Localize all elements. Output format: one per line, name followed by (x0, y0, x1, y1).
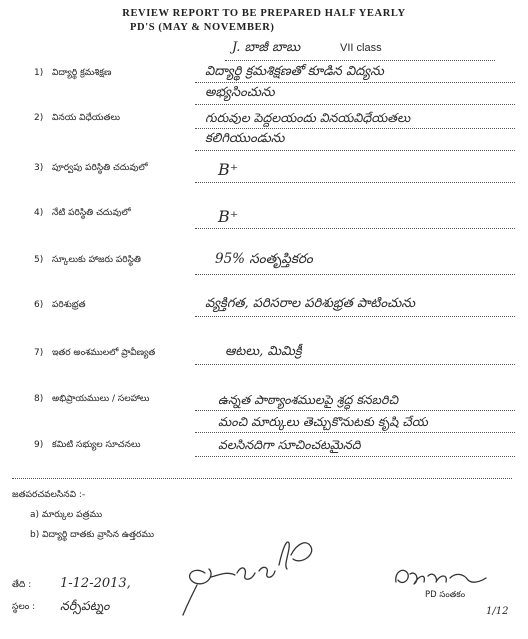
item-5-label: 5) స్కూలుకు హాజరు పరిస్థితి (34, 255, 141, 265)
place-label: స్థలం : (12, 602, 36, 612)
attachment-letter: b) విద్యార్థి దాతకు వ్రాసిన ఉత్తరము (30, 530, 155, 540)
handwritten-signature (175, 525, 335, 620)
item-1-answer-line-2: అభ్యసించును (205, 85, 275, 100)
date-label: తేది : (12, 580, 32, 590)
item-2-dots-1 (195, 128, 515, 129)
item-3-answer: B⁺ (218, 160, 239, 179)
item-8-label: 8) అభిప్రాయములు / సలహాలు (34, 394, 150, 404)
item-8-answer-line-1: ఉన్నత పాఠ్యాంశములపై శ్రద్ధ కనబరిచి (218, 392, 399, 407)
place-value: నర్సీపట్నం (60, 598, 110, 613)
item-9-dots-1 (195, 456, 515, 457)
item-4-answer: B⁺ (218, 207, 239, 226)
item-8-dots-1 (195, 410, 515, 411)
item-2-label: 2) వినయ విధేయతలు (34, 113, 120, 123)
item-3-dots (195, 182, 515, 183)
item-7-label: 7) ఇతర అంశములలో ప్రావీణ్యత (34, 348, 156, 358)
item-7-dots (195, 364, 515, 365)
pd-signature-date: 1/12 (486, 606, 509, 617)
item-1-answer-line-1: విద్యార్థి క్రమశిక్షణతో కూడిన విద్యను (205, 64, 384, 79)
item-2-dots-2 (195, 150, 515, 151)
item-6-dots (195, 316, 515, 317)
student-class: VII class (340, 42, 382, 54)
report-subtitle: PD'S (MAY & NOVEMBER) (130, 22, 275, 33)
pd-signature-label: PD సంతకం (425, 590, 466, 600)
item-2-answer-line-2: కలిగియుండును (205, 131, 285, 146)
item-9-answer: వలసినదిగా సూచించటమైనది (218, 437, 361, 452)
item-1-dots-1 (195, 82, 515, 83)
item-8-dots-2 (195, 432, 515, 433)
item-9-dots-2 (12, 478, 512, 479)
item-4-dots (195, 228, 515, 229)
item-5-answer: 95% సంతృప్తికరం (215, 251, 313, 267)
item-4-label: 4) నేటి పరిస్థితి చదువులో (34, 208, 131, 218)
student-name: J. బాజీ బాబు (232, 40, 301, 55)
item-6-label: 6) పరిశుభ్రత (34, 300, 86, 310)
item-9-label: 9) కమిటి సభ్యుల సూచనలు (34, 440, 141, 450)
item-1-dots-2 (195, 104, 515, 105)
item-2-answer-line-1: గురువుల పెద్దలయందు వినయవిధేయతలు (205, 110, 411, 125)
attachment-marks-sheet: a) మార్కుల పత్రము (30, 510, 103, 520)
item-3-label: 3) పూర్వపు పరిస్థితి చదువులో (34, 163, 148, 173)
item-6-answer: వ్యక్తిగత, పరిసరాల పరిశుభ్రత పాటించును (205, 296, 416, 311)
attachments-title: జతపరచవలసినవి :- (12, 490, 86, 500)
report-title: REVIEW REPORT TO BE PREPARED HALF YEARLY (122, 8, 406, 19)
item-1-label: 1) విద్యార్థి క్రమశిక్షణ (34, 68, 112, 78)
name-underline (225, 60, 495, 61)
item-5-dots (195, 274, 515, 275)
item-8-answer-line-2: మంచి మార్కులు తెచ్చుకొనుటకు కృషి చేయ (218, 414, 428, 429)
item-7-answer: ఆటలు, మిమిక్రీ (225, 344, 302, 359)
date-value: 1-12-2013, (60, 576, 131, 591)
